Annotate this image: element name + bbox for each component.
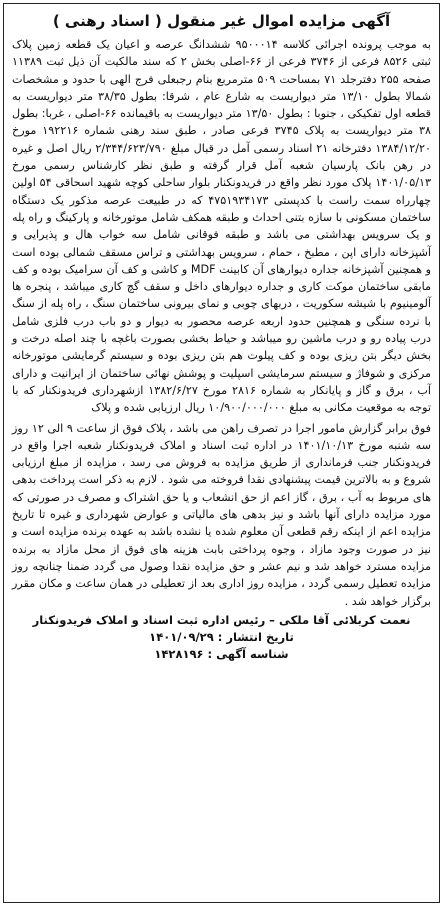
notice-paragraph-auction-terms: فوق برابر گزارش مامور اجرا در تصرف راهن می باشد ، پلاک فوق از ساعت ۹ الی ۱۲ روز سه شنبه مورخ ۱۴۰۱/۱۰/۱۳ در اداره ثبت اسناد و املاک فریدونکنار شعبه اجرا واقع در فریدونکنار جنب فرمانداری از طریق مزایده به فروش می رسد ، مزایده از مبلغ ارزیابی شروع و به بالاترین قیمت پیشنهادی نقدا فروخته می شود . لازم به ذکر است پرداخت بدهی های مربوط به آب ، برق ، گاز اعم از حق انشعاب و یا حق اشتراک و مصرف در صورتی که مورد مزایده دارای آنها باشد و نیز بدهی های مالیاتی و عوارض شهرداری و غیره تا تاریخ مزایده اعم از اینکه رقم قطعی آن معلوم شده یا نشده باشد به عهده برنده مزایده است و نیز در صورت وجود مازاد ، وجوه پرداختی بابت هزینه های فوق از محل مازاد به برنده مزایده مسترد خواهد شد و نیم عشر و حق مزایده نقدا وصول می گردد ضمنا چنانچه روز مزایده تعطیل رسمی گردد ، مزایده روز اداری بعد از تعطیلی در همان ساعت و مکان مقرر برگزار خواهد شد . xyxy=(12,421,432,608)
notice-paragraph-property: به موجب پرونده اجرائی کلاسه ۹۵۰۰۰۱۴ ششدانگ عرصه و اعیان یک قطعه زمین پلاک ثبتی ۸۵۲۶ فرعی از ۳۷۴۶ فرعی از ۶۶-اصلی بخش ۲ که سند مالکیت آن ذیل ثبت ۱۱۳۸۹ صفحه ۲۵۵ دفترجلد ۷۱ بمساحت ۵۰۹ مترمربع بنام رجبعلی فرج الهی با حدود و مشخصات شمالا بطول ۱۳/۱۰ متر دیواریست به شارع عام ، شرقا: بطول ۳۸/۳۵ متر دیواریست به قطعه اول تفکیکی ، جنوبا : بطول ۱۳/۵۰ متر دیواریست به باقیمانده ۶۶-اصلی ، غربا: بطول ۳۸ متر دیواریست به پلاک ۳۷۴۵ فرعی صادر ، طبق سند رهنی شماره ۱۹۲۲۱۶ مورخ ۱۳۸۴/۱۲/۲۰ دفترخانه ۲۱ اسناد رسمی آمل در قبال مبلغ ۲/۳۴۴/۶۲۳/۷۹۰ ریال اصل و غیره در رهن بانک پارسیان شعبه آمل قرار گرفته و طبق نظر کارشناس رسمی مورخ ۱۴۰۱/۰۵/۱۳ پلاک مورد نظر واقع در فریدونکنار بلوار ساحلی کوچه شهید اسحاقی ۵۴ اولین چهارراه سمت راست با کدپستی ۴۷۵۱۹۳۴۱۷۳ که در طبیعت عرصه مذکور یک دستگاه ساختمان مسکونی با سازه بتنی احداث و طبقه همکف شامل موتورخانه و پارکینگ و راه پله و یک سرویس بهداشتی می باشد و طبقه فوقانی شامل سه خواب هال و پذیرایی و آشپزخانه دارای اپن ، مطبخ ، حمام ، سرویس بهداشتی و تراس مسقف شمالی بوده است و همچنین آشپزخانه جداره دیوارهای آن کابینت MDF و کاشی و کف آن سرامیک بوده و کف مابقی ساختمان موکت کاری و جداره دیوارهای داخل و سقف گچ کاری میباشد ، پنجره ها آلومینیوم با شیشه سکوریت ، دربهای چوبی و نمای بیرونی ساختمان سنگ ، راه پله از سنگ با نرده سنگی و همچنین حدود اربعه عرصه محصور به دیوار و دو باب درب فلزی شامل درب پیاده رو و درب ماشین رو میباشد و حیاط بخشی بصورت باغچه با چند اصله درخت و بخش دیگر بتن ریزی بوده و کف پیلوت هم بتن ریزی بوده و سیستم گرمایشی موتورخانه مرکزی و شوفاژ و سیستم سرمایشی اسپلیت و پوشش نهائی ساختمان از ایرانیت و دارای آب ، برق و گاز و پایانکار به شماره ۲۸۱۶ مورخ ۱۳۸۲/۶/۲۷ ازشهرداری فریدونکنار که با توجه به موقعیت مکانی به مبلغ ۱۰/۹۰۰/۰۰۰/۰۰۰ ریال ارزیابی شده و پلاک xyxy=(12,38,432,415)
notice-id: شناسه آگهی : ۱۴۲۸۱۹۶ xyxy=(154,646,289,661)
notice-title: آگهی مزایده اموال غیر منقول ( اسناد رهنی ) xyxy=(52,12,391,30)
notice-footer xyxy=(12,612,431,663)
signature: نعمت کربلائی آقا ملکی – رئیس اداره ثبت اسناد و املاک فریدونکنار xyxy=(32,612,411,627)
auction-notice xyxy=(3,3,440,903)
publish-date: تاریخ انتشار : ۱۴۰۱/۰۹/۲۹ xyxy=(149,629,294,644)
